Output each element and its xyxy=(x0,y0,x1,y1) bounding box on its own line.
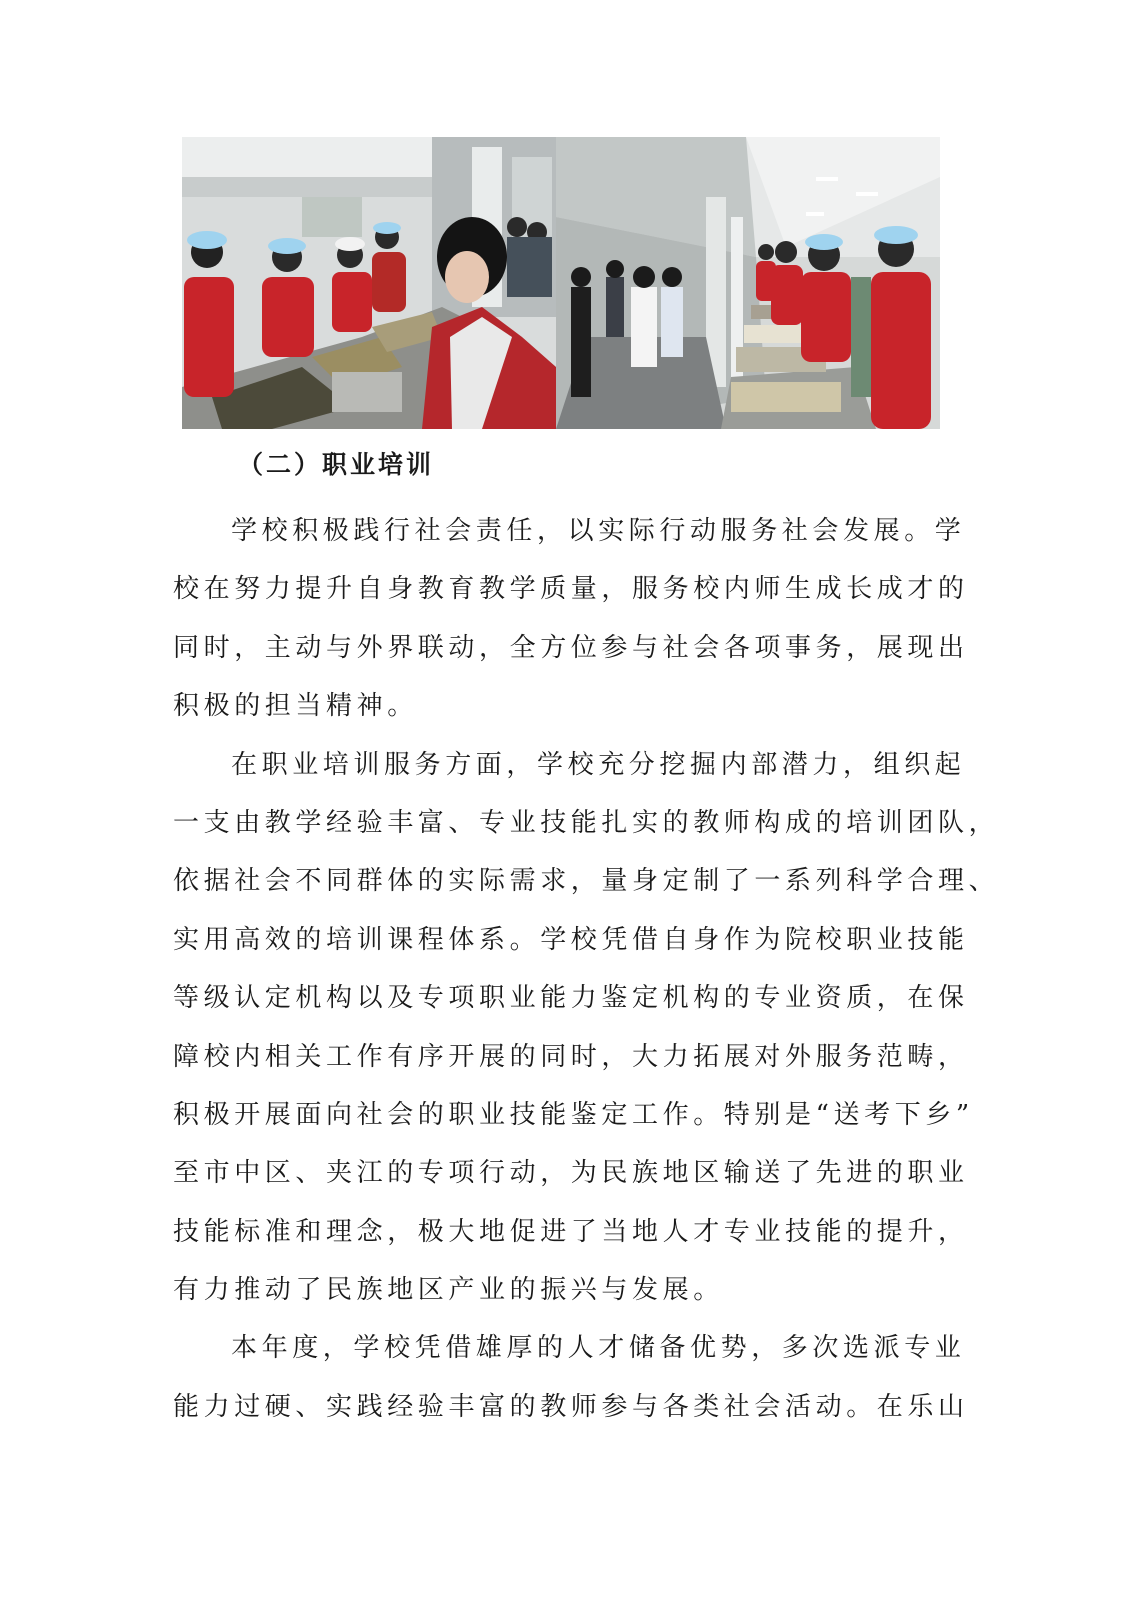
text-line: 积极的担当精神。 xyxy=(173,691,418,722)
text-line: 至市中区、夹江的专项行动，为民族地区输送了先进的职业 xyxy=(173,1158,969,1189)
photo-canteen-volunteers-left xyxy=(182,137,556,429)
text-line: 在职业培训服务方面，学校充分挖掘内部潜力，组织起 xyxy=(231,749,966,780)
section-heading: （二）职业培训 xyxy=(238,450,435,479)
text-line: 障校内相关工作有序开展的同时，大力拓展对外服务范畴， xyxy=(173,1041,969,1072)
body-text xyxy=(173,502,1000,1436)
paragraph-this-year xyxy=(173,1319,969,1436)
photo-canteen-volunteers-right xyxy=(556,137,940,429)
text-line: 有力推动了民族地区产业的振兴与发展。 xyxy=(173,1275,724,1306)
text-line: 技能标准和理念，极大地促进了当地人才专业技能的提升， xyxy=(173,1216,969,1247)
text-line: 同时，主动与外界联动，全方位参与社会各项事务，展现出 xyxy=(173,632,969,663)
text-line: 一支由教学经验丰富、专业技能扎实的教师构成的培训团队， xyxy=(173,807,1000,838)
text-line: 能力过硬、实践经验丰富的教师参与各类社会活动。在乐山 xyxy=(173,1391,969,1422)
text-line: 本年度，学校凭借雄厚的人才储备优势，多次选派专业 xyxy=(231,1333,966,1364)
paragraph-social-responsibility xyxy=(173,502,969,736)
photo-row xyxy=(182,137,940,429)
text-line: 实用高效的培训课程体系。学校凭借自身作为院校职业技能 xyxy=(173,924,969,955)
canteen-illustration-right xyxy=(556,137,940,429)
text-line: 等级认定机构以及专项职业能力鉴定机构的专业资质，在保 xyxy=(173,983,969,1014)
canteen-illustration-left xyxy=(182,137,556,429)
paragraph-vocational-training xyxy=(173,736,1000,1320)
text-line: 积极开展面向社会的职业技能鉴定工作。特别是“送考下乡” xyxy=(173,1099,974,1130)
text-line: 校在努力提升自身教育教学质量，服务校内师生成长成才的 xyxy=(173,574,969,605)
text-line: 依据社会不同群体的实际需求，量身定制了一系列科学合理、 xyxy=(173,866,1000,897)
text-line: 学校积极践行社会责任，以实际行动服务社会发展。学 xyxy=(231,516,966,546)
